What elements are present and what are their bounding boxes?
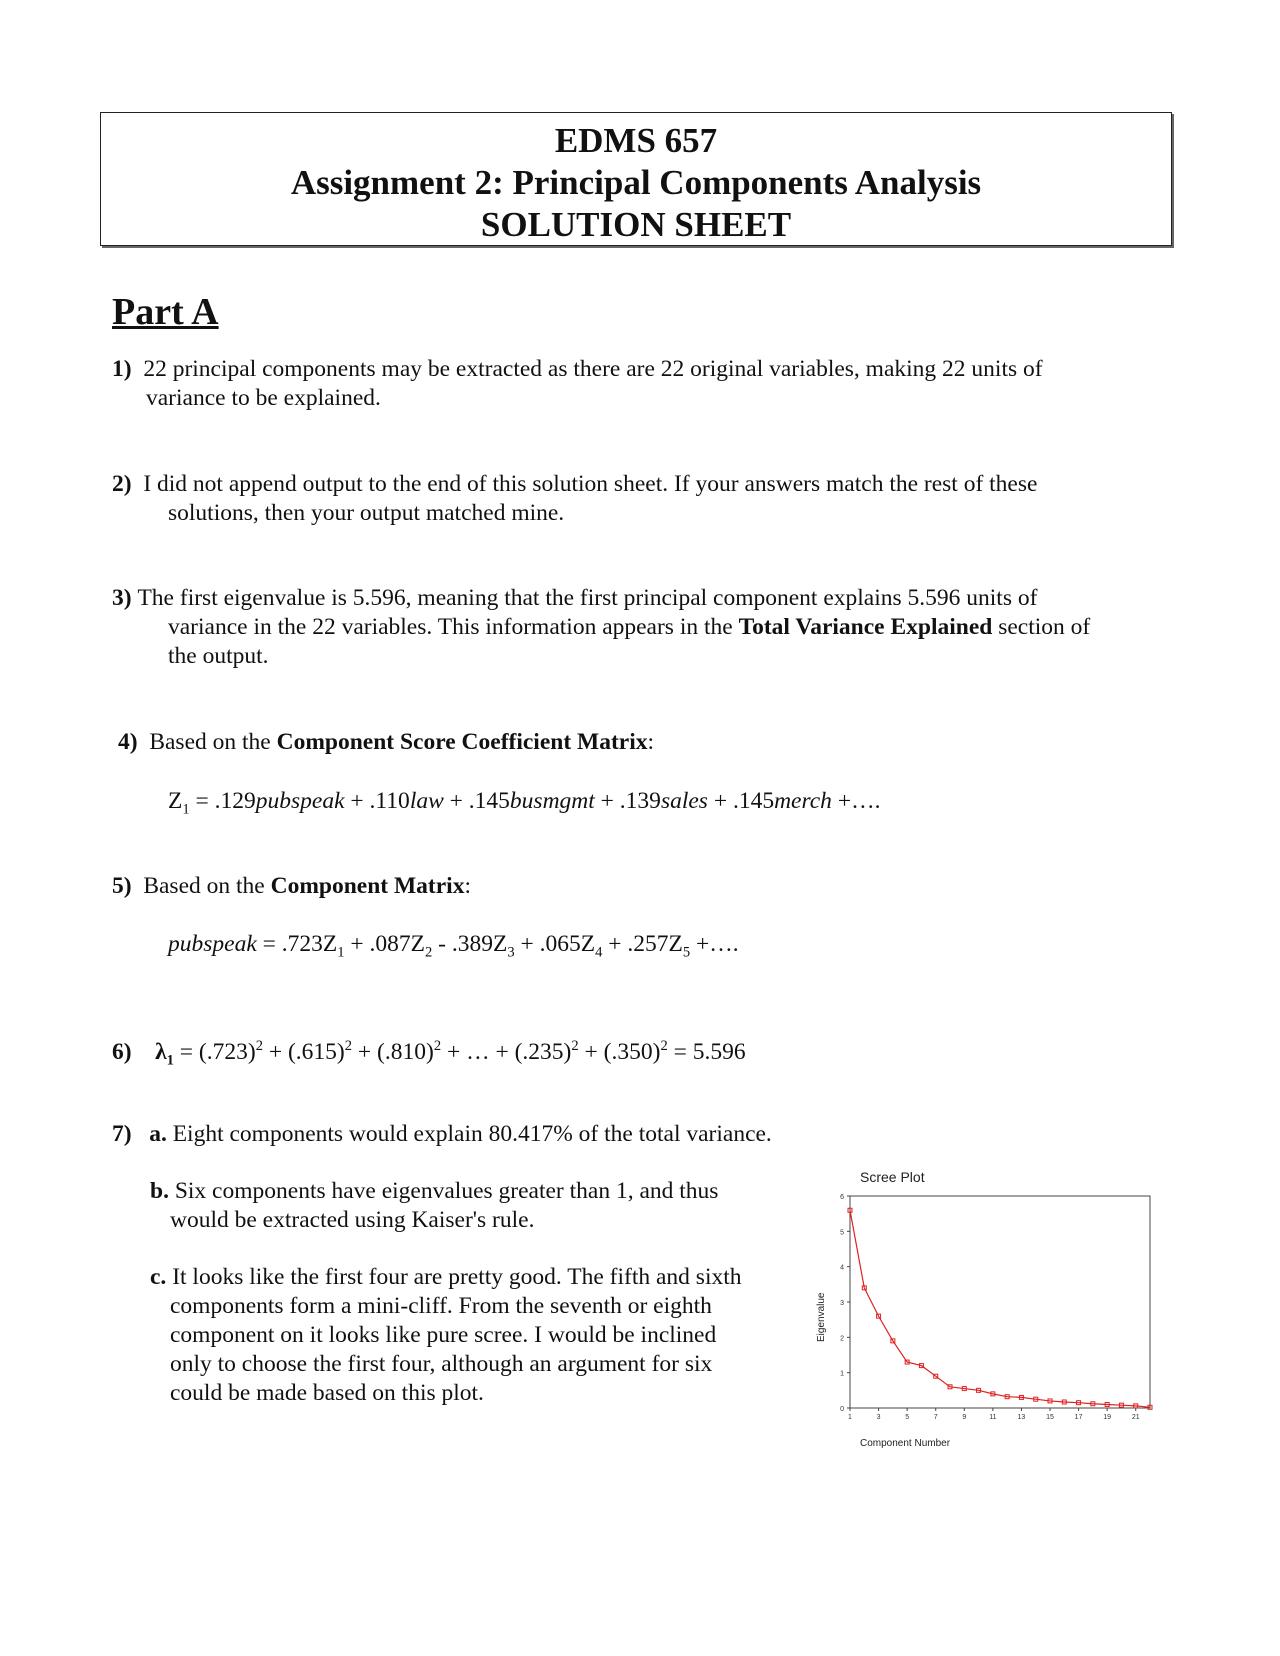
q5-number: 5)	[112, 873, 132, 899]
assignment-title: Assignment 2: Principal Components Analysis	[290, 163, 982, 202]
q4-c4: + .139	[594, 788, 661, 814]
q4-text-post: :	[647, 729, 655, 755]
y-tick-label-6: 6	[840, 1194, 844, 1201]
q6-t2: + (.615)	[262, 1038, 345, 1065]
q5-t3: - .389Z	[432, 931, 508, 957]
q4-v4: sales	[660, 788, 708, 814]
q7-a-label: a.	[149, 1121, 167, 1147]
q5-text-pre: Based on the	[143, 873, 271, 899]
q4-text-pre: Based on the	[149, 729, 277, 755]
q4-c5: + .145	[707, 788, 775, 814]
q7-c-label: c.	[150, 1264, 167, 1290]
q4-v5: merch	[774, 788, 832, 814]
q6-result: = 5.596	[667, 1038, 746, 1065]
q3-number: 3)	[112, 585, 132, 611]
y-tick-label-0: 0	[840, 1406, 844, 1413]
question-2	[112, 470, 1037, 528]
q6-lambda-sub: 1	[166, 1052, 174, 1069]
q1-line1: 22 principal components may be extracted as there are 22 original variables, making 22 units of	[143, 356, 1043, 382]
q6-t1: = (.723)	[173, 1038, 256, 1065]
q1-line2: variance to be explained.	[146, 385, 381, 411]
q6-lambda: λ	[155, 1038, 167, 1065]
q6-t5: + (.350)	[578, 1038, 661, 1065]
q5-s1: 1	[337, 944, 345, 961]
q7-b-label: b.	[150, 1178, 169, 1204]
q7-b-line1: Six components have eigenvalues greater than 1, and thus	[168, 1178, 719, 1204]
q4-number: 4)	[118, 729, 138, 755]
question-5	[112, 872, 471, 901]
question-1	[112, 355, 1043, 413]
course-code: EDMS 657	[554, 121, 718, 160]
q7-c-line1: It looks like the first four are pretty good. The fifth and sixth	[166, 1264, 742, 1290]
q5-text-post: :	[464, 873, 471, 899]
y-axis-label: Eigenvalue	[816, 1292, 827, 1342]
q6-sup5: 2	[660, 1038, 668, 1054]
q7-number: 7)	[112, 1121, 132, 1147]
q4-v3: busmgmt	[509, 788, 595, 814]
q7-c-line2: components form a mini-cliff. From the seventh or eighth	[170, 1293, 712, 1319]
q4-c1: = .129	[189, 788, 256, 814]
q5-text-bold: Component Matrix	[270, 873, 465, 899]
part-a-heading: Part A	[112, 291, 219, 333]
x-tick-label-3: 7	[933, 1414, 938, 1421]
q4-z: Z	[168, 788, 183, 814]
q5-t2: + .087Z	[344, 931, 426, 957]
q4-equation	[168, 787, 880, 825]
q1-number: 1)	[112, 356, 132, 382]
q7-c-line4: only to choose the first four, although an argument for six	[170, 1351, 713, 1377]
q4-v2: law	[409, 788, 444, 814]
q6-sup2: 2	[344, 1038, 353, 1054]
y-tick-label-4: 4	[840, 1264, 844, 1272]
x-tick-label-6: 13	[1017, 1414, 1026, 1421]
question-3	[112, 584, 1090, 671]
q3-line3: the output.	[168, 643, 269, 669]
q5-equation	[168, 930, 739, 968]
y-tick-label-3: 3	[840, 1300, 844, 1307]
question-6	[112, 1032, 746, 1076]
q5-lhs: pubspeak	[168, 931, 257, 957]
q2-line2: solutions, then your output matched mine.	[168, 500, 565, 526]
q6-number: 6)	[112, 1038, 132, 1065]
x-tick-label-2: 5	[905, 1414, 910, 1421]
scree-plot-chart	[810, 1160, 1170, 1450]
x-tick-label-8: 17	[1074, 1414, 1083, 1421]
q4-c2: + .110	[344, 788, 410, 814]
x-tick-label-10: 21	[1131, 1414, 1140, 1421]
y-tick-label-5: 5	[840, 1229, 844, 1237]
q6-t3: + (.810)	[352, 1038, 434, 1065]
q3-line2-pre: variance in the 22 variables. This information appears in the	[168, 614, 739, 640]
q6-sup4: 2	[571, 1038, 579, 1054]
q4-v1: pubspeak	[255, 788, 345, 814]
question-7	[112, 1120, 772, 1149]
q6-sup1: 2	[255, 1038, 263, 1054]
q6-t4: + … + (.235)	[441, 1038, 572, 1065]
q5-s3: 3	[507, 944, 515, 961]
q7-c-line5: could be made based on this plot.	[170, 1380, 484, 1406]
q4-c3: + .145	[443, 788, 510, 814]
x-tick-label-9: 19	[1103, 1414, 1112, 1421]
q5-tail: +….	[690, 931, 739, 957]
q2-line1: I did not append output to the end of this solution sheet. If your answers match the rest of these	[143, 471, 1038, 497]
q5-t1: = .723Z	[256, 931, 338, 957]
q4-tail: +….	[831, 788, 881, 814]
plot-frame	[850, 1196, 1150, 1408]
q3-line2-post: section of	[992, 614, 1091, 640]
q5-s2: 2	[425, 944, 433, 961]
sheet-label: SOLUTION SHEET	[480, 205, 792, 244]
q2-number: 2)	[112, 471, 132, 497]
q6-sup3: 2	[433, 1038, 442, 1054]
x-tick-label-1: 3	[876, 1414, 881, 1421]
q3-line2-bold: Total Variance Explained	[738, 614, 993, 640]
title-box	[100, 112, 1172, 246]
x-tick-label-5: 11	[989, 1414, 997, 1421]
q4-z-sub: 1	[182, 801, 190, 818]
q5-s4: 4	[595, 944, 603, 961]
q5-t4: + .065Z	[514, 931, 596, 957]
q3-line1: The first eigenvalue is 5.596, meaning that the first principal component explains 5.596 units of	[137, 585, 1038, 611]
q7-b-line2: would be extracted using Kaiser's rule.	[170, 1207, 535, 1233]
y-tick-label-2: 2	[840, 1335, 844, 1343]
q7-a-text: Eight components would explain 80.417% of the total variance.	[166, 1121, 772, 1147]
x-tick-label-0: 1	[848, 1414, 852, 1421]
q7-part-b	[150, 1177, 718, 1235]
q7-part-c	[150, 1263, 742, 1408]
eigenvalue-series-line	[850, 1210, 1150, 1407]
q5-s5: 5	[682, 944, 691, 961]
x-tick-label-4: 9	[962, 1414, 967, 1421]
x-tick-label-7: 15	[1046, 1414, 1054, 1421]
q7-c-line3: component on it looks like pure scree. I would be inclined	[170, 1322, 717, 1348]
y-tick-label-1: 1	[840, 1370, 844, 1378]
q5-t5: + .257Z	[602, 931, 683, 957]
chart-title: Scree Plot	[860, 1169, 925, 1185]
q4-text-bold: Component Score Coefficient Matrix	[276, 729, 648, 755]
question-4	[118, 728, 654, 757]
x-axis-label: Component Number	[860, 1438, 951, 1449]
